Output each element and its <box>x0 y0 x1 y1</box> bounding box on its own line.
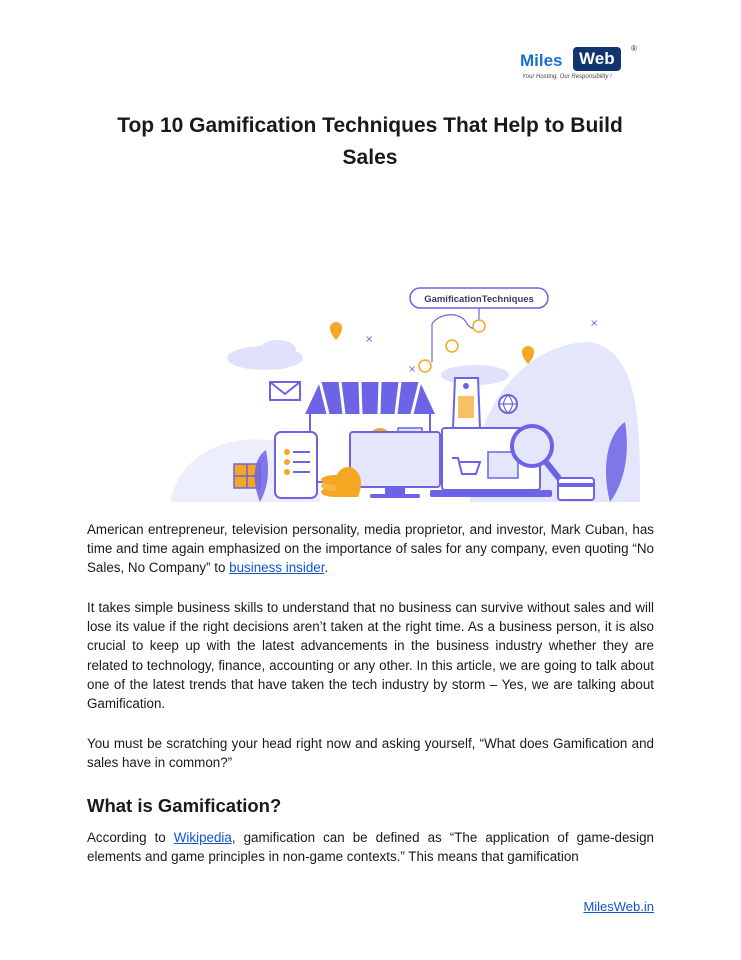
connector-line <box>432 308 479 362</box>
monitor-frame <box>350 432 440 487</box>
paragraph-text: , gamification can be defined as “The application of game-design elements and game principles in non-game contexts.” This means that gamification <box>87 830 654 865</box>
svg-text:×: × <box>590 318 599 329</box>
question-paragraph: You must be scratching your head right now and asking yourself, “What does Gamification and sales have in common?” <box>87 736 654 771</box>
logo-tagline: Your Hosting, Our Responsibility ! <box>522 74 612 80</box>
phone-device <box>275 432 317 498</box>
definition-paragraph <box>87 828 654 866</box>
paragraph-text: American entrepreneur, television personality, media proprietor, and investor, Mark Cuban, has time and time again emphasized on the importance of sales for any company, even quoting “No Sales, No Company” to <box>87 522 654 576</box>
business-insider-link[interactable]: business insider <box>229 560 325 576</box>
logo-miles-text: Miles <box>520 51 563 70</box>
location-pin-icon <box>330 322 342 340</box>
milesweb-footer-link[interactable]: MilesWeb.in <box>583 899 654 914</box>
section-heading: What is Gamification? <box>87 795 282 816</box>
page-title: Top 10 Gamification Techniques That Help to Build Sales <box>117 114 623 169</box>
milesweb-logo <box>520 44 642 87</box>
gamification-illustration <box>170 282 640 504</box>
coin-icon <box>446 340 458 352</box>
registered-mark: ® <box>631 44 637 53</box>
paragraph-text: . <box>324 560 329 576</box>
business-skills-paragraph: It takes simple business skills to understand that no business can survive without sales and will lose its value if the right decisions aren’t taken at the right time. As a business person, it is also crucial to keep up with the latest advancements in the business industry whether they are related to technology, finance, accounting or any other. In this article, we are going to talk about one of the latest trends that have taken the tech industry by storm – Yes, we are talking about Gamification. <box>87 600 654 712</box>
svg-text:×: × <box>408 364 417 375</box>
coin-icon <box>473 320 485 332</box>
wikipedia-link[interactable]: Wikipedia <box>173 830 232 845</box>
logo-web-badge: Web <box>573 47 621 71</box>
illustration-label: GamificationTechniques <box>424 294 534 305</box>
credit-card-icon <box>558 478 594 500</box>
footer <box>560 899 654 914</box>
coin-icon <box>419 360 431 372</box>
svg-text:×: × <box>365 334 374 345</box>
paragraph-text: According to <box>87 830 174 845</box>
intro-paragraph <box>87 520 654 578</box>
